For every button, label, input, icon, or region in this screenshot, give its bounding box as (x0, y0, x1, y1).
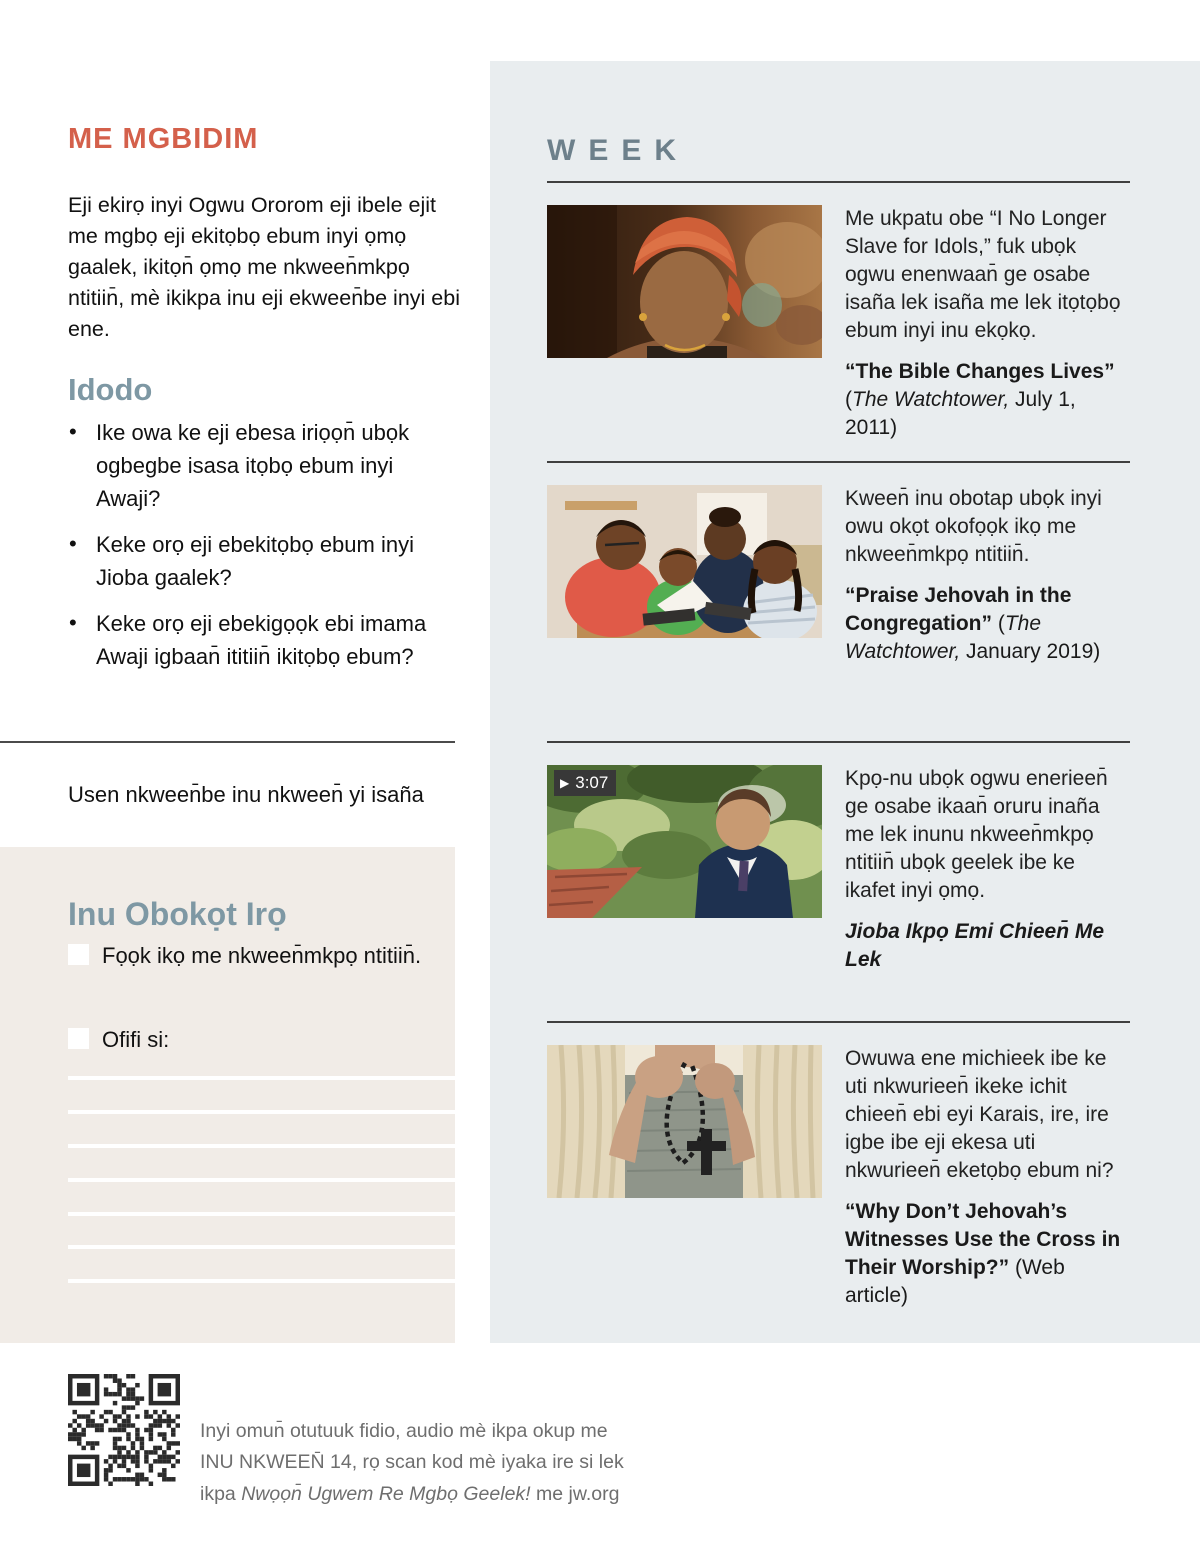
writing-line (68, 1076, 455, 1080)
source-open: ( (992, 612, 1005, 635)
article-title: “Praise Jehovah in the Congregation” (845, 584, 1072, 635)
checklist-item (68, 1023, 422, 1056)
week-item-text (845, 205, 1130, 442)
left-divider (0, 741, 455, 743)
source-date: January 2019) (960, 640, 1101, 663)
source-open: ( (845, 388, 852, 411)
play-icon: ▶ (560, 775, 570, 790)
checkbox[interactable] (68, 1028, 89, 1049)
writing-line (68, 1178, 455, 1182)
week-item-text (845, 1045, 1130, 1310)
qr-code (68, 1374, 180, 1486)
checklist-item (68, 939, 422, 972)
week-item-text (845, 765, 1130, 974)
writing-line (68, 1245, 455, 1249)
week-item (547, 181, 1130, 442)
qr-caption-text: Inyi omun̄ otutuuk fidio, audio mè ikpa okup me INU NKWEEN̄ 14, rọ scan kod mè iyaka ire si lek ikpa (200, 1419, 624, 1505)
qr-caption (200, 1416, 645, 1511)
source-date: July 1, 2011) (845, 388, 1076, 439)
question-text: Keke orọ eji ebekitọbọ ebum inyi Jioba gaalek? (96, 532, 414, 590)
week-heading: WEEK (547, 133, 689, 167)
source-publication: The Watchtower, (852, 388, 1010, 411)
notes-heading: Inu Obokọt Irọ (68, 895, 287, 932)
question-text: Keke orọ eji ebekigọọk ebi imama Awaji igbaan̄ ititiin̄ ikitọbọ ebum? (96, 611, 427, 669)
checkbox-label: Fọọk ikọ me nkween̄mkpọ ntitiin̄. (102, 943, 422, 968)
week-item (547, 461, 1130, 666)
questions-list (68, 416, 458, 686)
video-duration-badge (554, 770, 616, 796)
week-item-text (845, 485, 1130, 666)
week-item (547, 1021, 1130, 1310)
article-title: “Why Don’t Jehovah’s Witnesses Use the Cross in Their Worship?” (845, 1200, 1121, 1279)
week-item (547, 741, 1130, 974)
intro-paragraph: Eji ekirọ inyi Ogwu Ororom eji ibele ejit me mgbọ eji ekitọbọ ebum inyi ọmọ gaalek, ikitọn̄ ọmọ me nkween̄mkpọ ntitiin̄, mè ikikpa inu eji ekween̄be inyi ebi ene. (68, 192, 460, 341)
item-description: Kpọ-nu ubọk ogwu enerieen̄ ge osabe ikaan̄ oruru inaña me lek inunu nkween̄mkpọ ntitiin̄ ubọk geelek ibe ke ikafet inyi ọmọ. (845, 767, 1108, 902)
bullet-icon: • (69, 531, 77, 556)
question-text: Ike owa ke eji ebesa iriọọn̄ ubọk ogbegbe isasa itọbọ ebum inyi Awaji? (96, 420, 410, 511)
item-description: Me ukpatu obe “I No Longer Slave for Idols,” fuk ubọk ogwu enenwaan̄ ge osabe isaña lek isaña me lek itọtọbọ ebum inyi inu ekọkọ. (845, 207, 1121, 342)
item-description: Kween̄ inu obotap ubọk inyi owu okọt okofọọk ikọ me nkween̄mkpọ ntitiin̄. (845, 487, 1102, 566)
bullet-icon: • (69, 610, 77, 635)
item-reference (845, 918, 1130, 974)
writing-line (68, 1279, 455, 1283)
item-reference (845, 358, 1130, 442)
questions-heading: Idodo (68, 371, 153, 407)
item-description: Owuwa ene michieek ibe ke uti nkwurieen̄ ikeke ichit chieen̄ ebi eyi Karais, ire, ire igbe ibe eji ekesa uti nkwurieen̄ eketọbọ ebum ni? (845, 1047, 1114, 1182)
qr-caption-publication: Nwọọn̄ Ugwem Re Mgbọ Geelek! (241, 1482, 531, 1505)
writing-line (68, 1144, 455, 1148)
writing-line (68, 1110, 455, 1114)
checkbox-label: Ofifi si: (102, 1027, 170, 1052)
section-kicker: ME MGBIDIM (68, 123, 259, 156)
question-item (68, 528, 458, 594)
song-note: Usen nkween̄be inu nkween̄ yi isaña (68, 782, 424, 807)
video-title: Jioba Ikpọ Emi Chieen̄ Me Lek (845, 920, 1105, 971)
week-panel (490, 61, 1200, 1343)
thumbnail-rosary-cross (547, 1045, 822, 1198)
item-reference (845, 1198, 1130, 1310)
notes-box (0, 847, 455, 1343)
source-publication: The Watchtower, (845, 612, 1042, 663)
checkbox[interactable] (68, 944, 89, 965)
thumbnail-family-study (547, 485, 822, 638)
question-item (68, 416, 458, 515)
question-item (68, 607, 458, 673)
bullet-icon: • (69, 419, 77, 444)
video-duration: 3:07 (575, 773, 609, 792)
video-thumbnail-man-in-suit[interactable] (547, 765, 822, 918)
qr-caption-tail: me jw.org (530, 1482, 620, 1505)
thumbnail-elderly-woman-headwrap (547, 205, 822, 358)
source-type: (Web article) (845, 1256, 1065, 1307)
item-reference (845, 582, 1130, 666)
article-title: “The Bible Changes Lives” (845, 360, 1115, 383)
writing-line (68, 1212, 455, 1216)
